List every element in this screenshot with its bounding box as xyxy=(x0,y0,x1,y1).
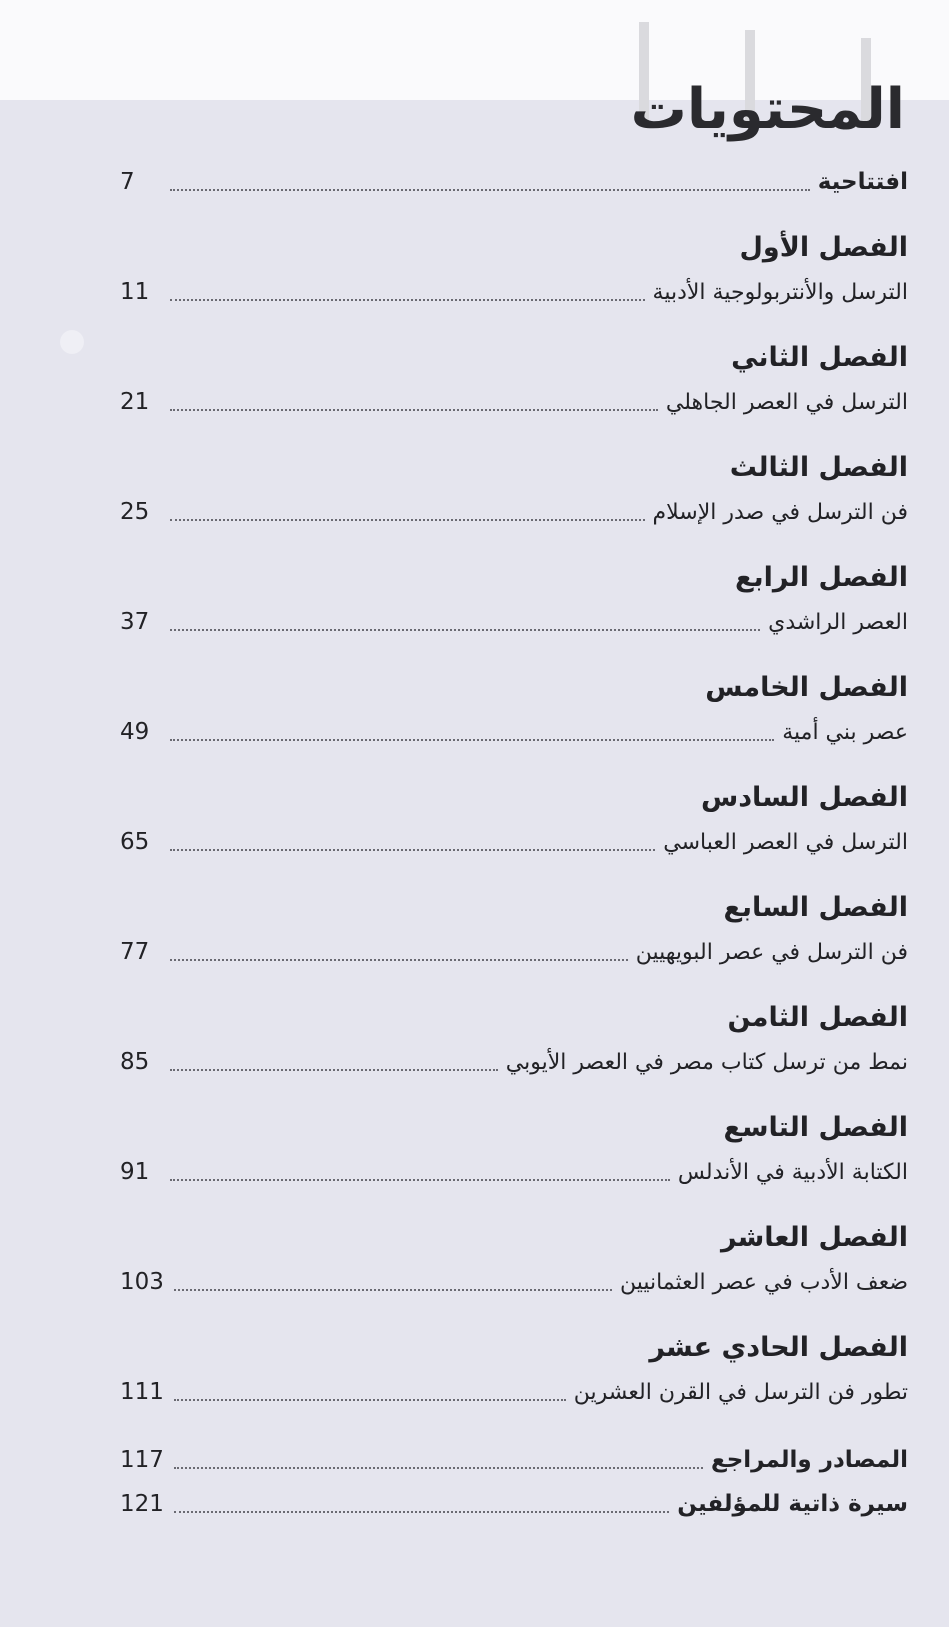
leader-dots xyxy=(174,1399,566,1401)
page-number: 117 xyxy=(120,1447,164,1473)
chapter-heading: الفصل الأول xyxy=(739,232,908,263)
entry-label: الترسل في العصر العباسي xyxy=(663,830,908,855)
chapter-heading: الفصل الثالث xyxy=(729,452,908,483)
entry-label: الترسل في العصر الجاهلي xyxy=(665,390,908,415)
leader-dots xyxy=(170,959,628,961)
chapter-heading: الفصل الثاني xyxy=(731,342,908,373)
leader-dots xyxy=(174,1511,669,1513)
chapter-block xyxy=(120,996,908,1084)
leader-dots xyxy=(170,409,658,411)
toc-entry[interactable] xyxy=(120,1040,908,1084)
page-number: 11 xyxy=(120,279,150,305)
toc-entry[interactable] xyxy=(120,1370,908,1414)
leader-dots xyxy=(170,519,645,521)
page-number: 65 xyxy=(120,829,150,855)
leader-dots xyxy=(174,1467,703,1469)
leader-dots xyxy=(170,849,655,851)
toc-entry[interactable] xyxy=(120,820,908,864)
entry-label: افتتاحية xyxy=(817,169,908,195)
toc-entry[interactable] xyxy=(120,930,908,974)
leader-dots xyxy=(174,1289,612,1291)
leader-dots xyxy=(170,629,760,631)
chapter-heading: الفصل الحادي عشر xyxy=(649,1332,908,1363)
entry-label: المصادر والمراجع xyxy=(710,1447,908,1473)
chapter-heading: الفصل الخامس xyxy=(705,672,908,703)
page-number: 111 xyxy=(120,1379,164,1405)
chapter-block xyxy=(120,1106,908,1194)
page-number: 49 xyxy=(120,719,150,745)
chapter-heading: الفصل العاشر xyxy=(720,1222,908,1253)
chapter-block xyxy=(120,776,908,864)
toc-entry[interactable] xyxy=(120,600,908,644)
title-block xyxy=(605,20,905,140)
entry-label: نمط من ترسل كتاب مصر في العصر الأيوبي xyxy=(505,1050,908,1075)
toc-entry[interactable] xyxy=(120,490,908,534)
entry-label: ضعف الأدب في عصر العثمانيين xyxy=(619,1270,908,1295)
chapter-block xyxy=(120,556,908,644)
chapter-block xyxy=(120,226,908,314)
toc-entry-biography[interactable] xyxy=(120,1482,908,1526)
page-number: 7 xyxy=(120,169,135,195)
entry-label: عصر بني أمية xyxy=(782,720,908,745)
chapter-block xyxy=(120,1326,908,1414)
toc-entry[interactable] xyxy=(120,380,908,424)
chapter-heading: الفصل السابع xyxy=(723,892,908,923)
chapter-block xyxy=(120,666,908,754)
leader-dots xyxy=(170,189,810,191)
chapter-block xyxy=(120,886,908,974)
page-number: 21 xyxy=(120,389,150,415)
toc-entry[interactable] xyxy=(120,1260,908,1304)
entry-label: العصر الراشدي xyxy=(768,610,908,635)
leader-dots xyxy=(170,1069,498,1071)
table-of-contents xyxy=(120,160,908,1526)
page-number: 37 xyxy=(120,609,150,635)
chapter-heading: الفصل الرابع xyxy=(735,562,908,593)
toc-entry-intro[interactable] xyxy=(120,160,908,204)
closing-entries xyxy=(120,1438,908,1526)
toc-entry[interactable] xyxy=(120,270,908,314)
toc-entry[interactable] xyxy=(120,710,908,754)
toc-entry[interactable] xyxy=(120,1150,908,1194)
page-number: 25 xyxy=(120,499,150,525)
entry-label: سيرة ذاتية للمؤلفين xyxy=(677,1491,908,1517)
page-number: 103 xyxy=(120,1269,164,1295)
toc-entry-references[interactable] xyxy=(120,1438,908,1482)
page-title: المحتويات xyxy=(630,77,905,142)
entry-label: فن الترسل في عصر البويهيين xyxy=(635,940,908,965)
entry-label: الكتابة الأدبية في الأندلس xyxy=(677,1160,908,1185)
chapter-block xyxy=(120,446,908,534)
paper-mark xyxy=(60,330,84,354)
page-number: 85 xyxy=(120,1049,150,1075)
entry-label: الترسل والأنتربولوجية الأدبية xyxy=(652,280,908,305)
chapter-heading: الفصل الثامن xyxy=(727,1002,908,1033)
leader-dots xyxy=(170,299,645,301)
page-number: 77 xyxy=(120,939,150,965)
leader-dots xyxy=(170,739,774,741)
chapter-block xyxy=(120,1216,908,1304)
chapter-heading: الفصل السادس xyxy=(700,782,908,813)
leader-dots xyxy=(170,1179,670,1181)
page-number: 91 xyxy=(120,1159,150,1185)
entry-label: فن الترسل في صدر الإسلام xyxy=(652,500,908,525)
chapter-heading: الفصل التاسع xyxy=(723,1112,908,1143)
chapter-block xyxy=(120,336,908,424)
entry-label: تطور فن الترسل في القرن العشرين xyxy=(573,1380,908,1405)
page-number: 121 xyxy=(120,1491,164,1517)
